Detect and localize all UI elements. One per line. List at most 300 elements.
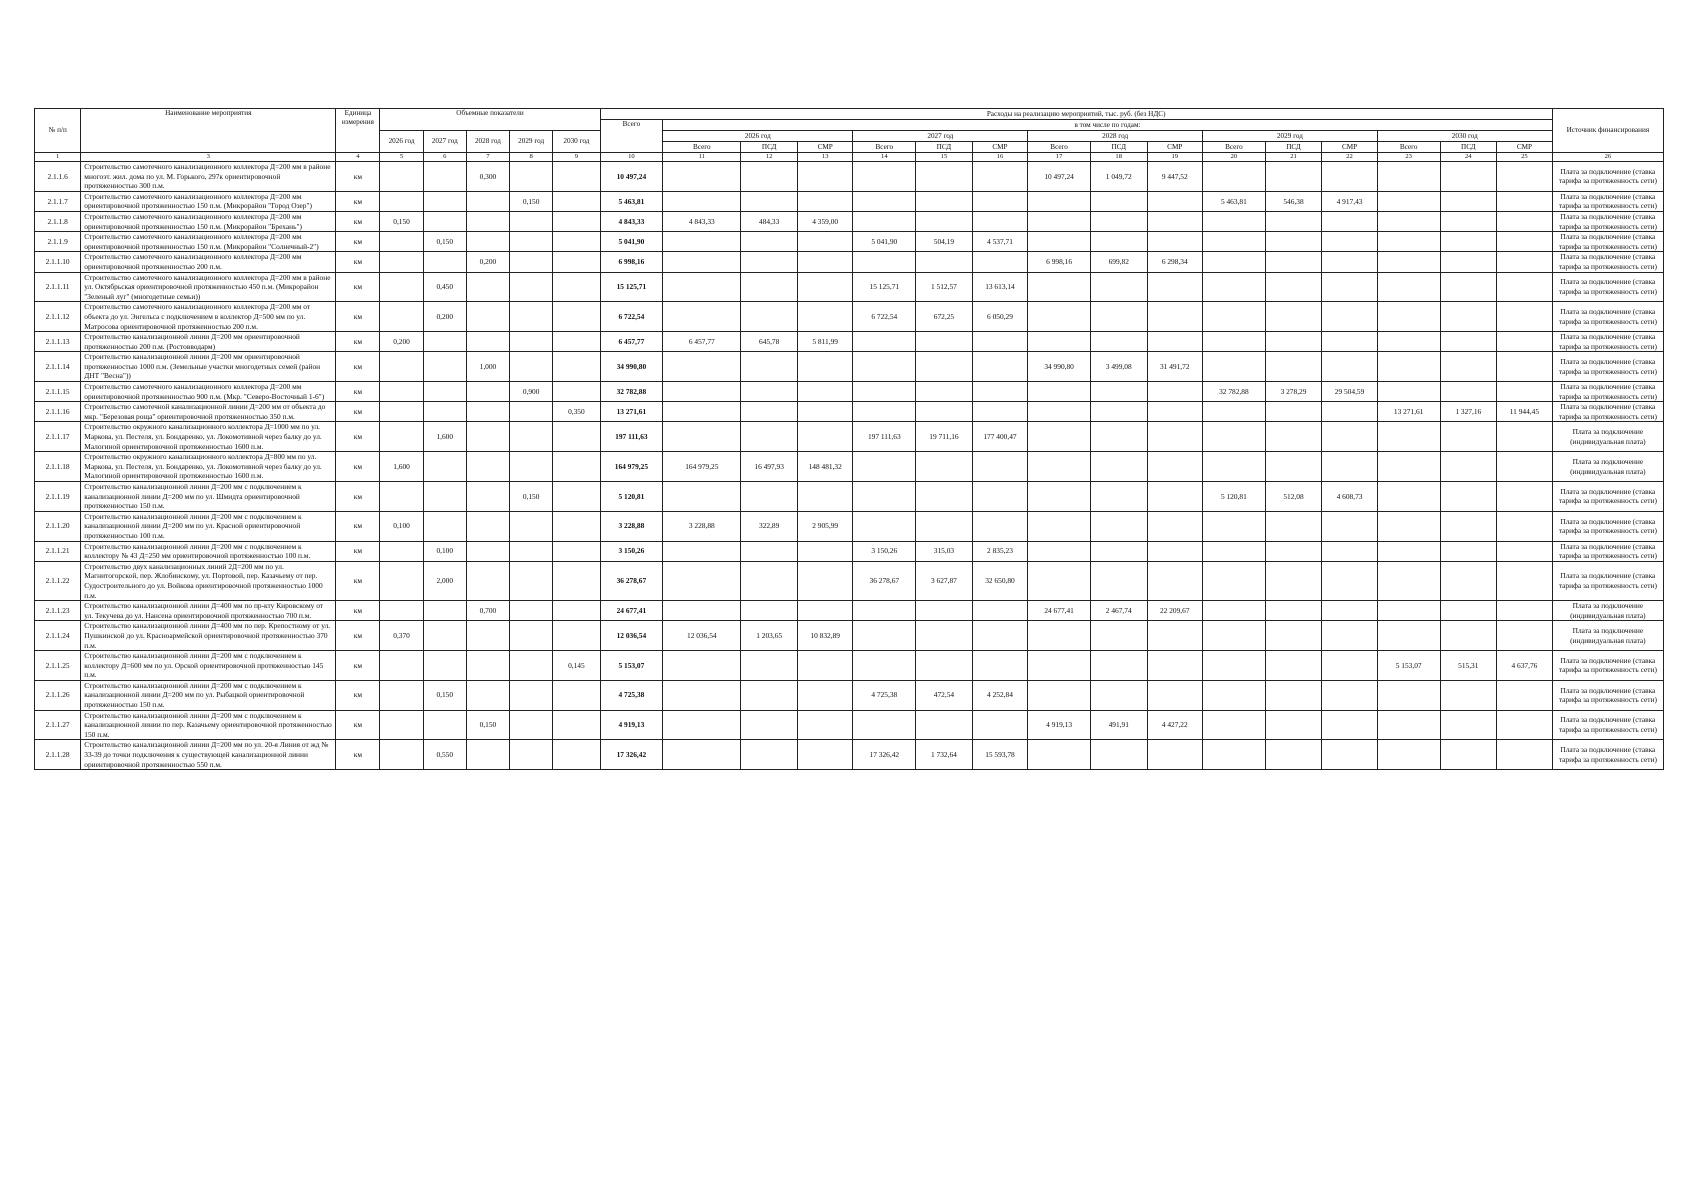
expense-cell [1440, 482, 1497, 512]
expense-cell [797, 482, 853, 512]
expense-cell: 4 359,00 [797, 211, 853, 231]
unit-cell: км [336, 740, 380, 770]
expense-cell [1147, 382, 1203, 402]
expense-cell: 5 153,07 [1377, 651, 1440, 681]
volume-header: Объемные показатели [380, 109, 600, 131]
expense-cell [663, 352, 741, 382]
expense-cell [741, 601, 798, 621]
expense-cell: 4 427,22 [1147, 710, 1203, 740]
expense-cell [741, 710, 798, 740]
volume-cell [510, 740, 553, 770]
expense-cell: 4 725,38 [853, 680, 916, 710]
expense-cell [741, 272, 798, 302]
volume-cell [466, 541, 509, 561]
volume-cell [423, 332, 466, 352]
expense-cell [1497, 422, 1553, 452]
expense-cell [1265, 621, 1322, 651]
volume-cell [510, 272, 553, 302]
unit-cell: км [336, 162, 380, 192]
column-number: 17 [1028, 153, 1091, 162]
expense-cell [1497, 680, 1553, 710]
expense-cell [1322, 452, 1378, 482]
expense-cell: 6 998,16 [1028, 252, 1091, 272]
expense-cell [916, 382, 973, 402]
expense-cell [1440, 621, 1497, 651]
row-number: 2.1.1.19 [35, 482, 81, 512]
funding-source: Плата за подключение (ставка тарифа за протяженность сети) [1552, 332, 1663, 352]
volume-cell [553, 710, 600, 740]
expense-cell [1203, 232, 1266, 252]
volume-cell [380, 352, 423, 382]
expense-cell [1028, 272, 1091, 302]
expense-cell: 164 979,25 [663, 452, 741, 482]
expense-cell: 31 491,72 [1147, 352, 1203, 382]
volume-cell: 0,150 [423, 232, 466, 252]
expense-cell [916, 162, 973, 192]
expense-cell [1377, 740, 1440, 770]
expense-cell [972, 211, 1028, 231]
expense-cell [1322, 352, 1378, 382]
expense-cell: 484,33 [741, 211, 798, 231]
expense-cell [1090, 651, 1147, 681]
volume-cell [380, 302, 423, 332]
volume-cell [553, 422, 600, 452]
funding-source: Плата за подключение (индивидуальная плата) [1552, 621, 1663, 651]
expense-cell [1377, 382, 1440, 402]
expense-cell: 4 843,33 [663, 211, 741, 231]
volume-cell [553, 232, 600, 252]
expense-sub-header: СМР [1497, 142, 1553, 153]
column-number: 19 [1147, 153, 1203, 162]
expense-cell [1203, 561, 1266, 600]
expense-cell [1147, 422, 1203, 452]
row-number: 2.1.1.6 [35, 162, 81, 192]
expense-cell [1440, 352, 1497, 382]
expense-cell [1497, 452, 1553, 482]
expense-cell [797, 382, 853, 402]
column-number: 18 [1090, 153, 1147, 162]
expense-sub-header: ПСД [1265, 142, 1322, 153]
column-number: 1 [35, 153, 81, 162]
volume-cell [380, 601, 423, 621]
expense-cell [1377, 541, 1440, 561]
volume-cell [380, 541, 423, 561]
expense-cell [1265, 422, 1322, 452]
expense-cell [972, 402, 1028, 422]
expense-cell [1440, 191, 1497, 211]
funding-source: Плата за подключение (ставка тарифа за протяженность сети) [1552, 272, 1663, 302]
total-cell: 5 120,81 [600, 482, 663, 512]
unit-cell: км [336, 211, 380, 231]
volume-cell [380, 561, 423, 600]
funding-source: Плата за подключение (ставка тарифа за протяженность сети) [1552, 651, 1663, 681]
volume-cell: 2,000 [423, 561, 466, 600]
unit-cell: км [336, 382, 380, 402]
total-cell: 10 497,24 [600, 162, 663, 192]
incl-years-header: в том числе по годам: [663, 120, 1553, 131]
row-number: 2.1.1.18 [35, 452, 81, 482]
expense-cell [663, 382, 741, 402]
expense-cell [663, 710, 741, 740]
expense-cell [1377, 601, 1440, 621]
measure-name: Строительство канализационной линии Д=200 мм ориентировочной протяженностью 1000 п.м. (Земельные участки многодетных семей (район ДНТ "Весна")) [81, 352, 336, 382]
expense-cell [1028, 541, 1091, 561]
expense-cell [1440, 680, 1497, 710]
volume-cell [466, 561, 509, 600]
expense-cell [741, 740, 798, 770]
expense-cell [1090, 740, 1147, 770]
expense-cell [663, 302, 741, 332]
col-name-header: Наименование мероприятия [81, 109, 336, 153]
expense-cell [1028, 211, 1091, 231]
volume-cell: 0,150 [466, 710, 509, 740]
volume-cell [510, 252, 553, 272]
volume-cell: 0,700 [466, 601, 509, 621]
expense-cell [916, 191, 973, 211]
volume-cell [423, 482, 466, 512]
expense-cell [1265, 232, 1322, 252]
expense-cell [741, 382, 798, 402]
volume-cell: 0,350 [553, 402, 600, 422]
expense-cell [1265, 541, 1322, 561]
volume-cell [466, 211, 509, 231]
volume-cell [423, 621, 466, 651]
expense-cell: 19 711,16 [916, 422, 973, 452]
expense-cell [797, 302, 853, 332]
expense-cell: 645,78 [741, 332, 798, 352]
table-row [35, 740, 1664, 770]
expense-cell: 4 637,76 [1497, 651, 1553, 681]
volume-cell [553, 352, 600, 382]
expense-cell: 315,03 [916, 541, 973, 561]
expense-cell: 1 732,64 [916, 740, 973, 770]
volume-cell: 0,150 [423, 680, 466, 710]
expense-cell [1377, 162, 1440, 192]
row-number: 2.1.1.9 [35, 232, 81, 252]
expense-year-header: 2027 год [853, 131, 1028, 142]
expense-cell: 6 457,77 [663, 332, 741, 352]
expense-cell [1090, 272, 1147, 302]
volume-cell [466, 302, 509, 332]
expense-cell [853, 710, 916, 740]
funding-source: Плата за подключение (ставка тарифа за протяженность сети) [1552, 191, 1663, 211]
volume-cell [380, 252, 423, 272]
expense-cell [1147, 402, 1203, 422]
volume-cell: 0,100 [423, 541, 466, 561]
row-number: 2.1.1.14 [35, 352, 81, 382]
row-number: 2.1.1.16 [35, 402, 81, 422]
expense-cell [1497, 272, 1553, 302]
unit-cell: км [336, 452, 380, 482]
row-number: 2.1.1.28 [35, 740, 81, 770]
volume-cell: 1,000 [466, 352, 509, 382]
expense-cell [1377, 511, 1440, 541]
expense-cell [1322, 621, 1378, 651]
volume-cell [510, 211, 553, 231]
total-cell: 32 782,88 [600, 382, 663, 402]
expense-year-header: 2030 год [1377, 131, 1552, 142]
table-row [35, 272, 1664, 302]
row-number: 2.1.1.25 [35, 651, 81, 681]
expense-cell [1497, 382, 1553, 402]
expense-cell [1440, 211, 1497, 231]
expense-cell: 22 209,67 [1147, 601, 1203, 621]
expense-cell: 2 905,99 [797, 511, 853, 541]
expense-cell [1497, 211, 1553, 231]
expense-cell: 29 504,59 [1322, 382, 1378, 402]
volume-cell [380, 382, 423, 402]
volume-cell [510, 332, 553, 352]
expense-cell [1377, 252, 1440, 272]
measure-name: Строительство канализационной линии Д=200 мм с подключением к коллектору № 43 Д=250 мм ориентировочной протяженностью 100 п.м. [81, 541, 336, 561]
expense-cell [1203, 621, 1266, 651]
expense-cell [1440, 302, 1497, 332]
expense-cell [663, 422, 741, 452]
expense-cell [1147, 740, 1203, 770]
expense-cell: 1 049,72 [1090, 162, 1147, 192]
volume-year-header: 2029 год [510, 131, 553, 153]
total-cell: 5 463,81 [600, 191, 663, 211]
table-row [35, 680, 1664, 710]
total-header: Всего [600, 120, 663, 153]
expense-cell [1377, 422, 1440, 452]
expense-cell [1028, 651, 1091, 681]
expense-sub-header: ПСД [1440, 142, 1497, 153]
volume-cell [553, 561, 600, 600]
expense-cell [1440, 511, 1497, 541]
funding-source: Плата за подключение (ставка тарифа за протяженность сети) [1552, 352, 1663, 382]
unit-cell: км [336, 422, 380, 452]
row-number: 2.1.1.17 [35, 422, 81, 452]
row-number: 2.1.1.7 [35, 191, 81, 211]
table-row [35, 422, 1664, 452]
table-row [35, 482, 1664, 512]
expense-cell [916, 402, 973, 422]
expense-year-header: 2026 год [663, 131, 853, 142]
expense-cell [1028, 740, 1091, 770]
expense-cell: 9 447,52 [1147, 162, 1203, 192]
volume-cell [466, 422, 509, 452]
volume-cell [466, 740, 509, 770]
table-row [35, 191, 1664, 211]
expense-cell [1028, 422, 1091, 452]
expense-cell [916, 452, 973, 482]
expense-cell [972, 621, 1028, 651]
measure-name: Строительство самотечного канализационного коллектора Д=200 мм ориентировочной протяженностью 200 п.м. [81, 252, 336, 272]
measure-name: Строительство самотечной канализационной линии Д=200 мм от объекта до мкр. "Березовая роща" ориентировочной протяженностью 350 п.м. [81, 402, 336, 422]
table-row [35, 511, 1664, 541]
table-row [35, 621, 1664, 651]
expense-cell: 515,31 [1440, 651, 1497, 681]
row-number: 2.1.1.22 [35, 561, 81, 600]
expense-cell [1265, 680, 1322, 710]
expense-cell [972, 252, 1028, 272]
volume-cell [553, 541, 600, 561]
expense-cell [1440, 232, 1497, 252]
expense-cell [663, 272, 741, 302]
expense-cell: 4 252,84 [972, 680, 1028, 710]
expense-cell [1090, 482, 1147, 512]
volume-cell [553, 601, 600, 621]
expense-cell: 3 499,08 [1090, 352, 1147, 382]
expense-cell [1147, 302, 1203, 332]
expense-cell [916, 352, 973, 382]
total-cell: 24 677,41 [600, 601, 663, 621]
total-cell: 4 725,38 [600, 680, 663, 710]
expense-cell: 672,25 [916, 302, 973, 332]
column-number: 26 [1552, 153, 1663, 162]
volume-cell [380, 162, 423, 192]
volume-cell [466, 272, 509, 302]
expense-cell [1147, 211, 1203, 231]
volume-cell: 0,200 [380, 332, 423, 352]
column-number: 13 [797, 153, 853, 162]
volume-cell [510, 352, 553, 382]
column-number: 3 [81, 153, 336, 162]
expense-cell [972, 332, 1028, 352]
expense-cell: 512,08 [1265, 482, 1322, 512]
measure-name: Строительство канализационной линии Д=200 мм с подключением к канализационной линии Д=200 мм по ул. Шмидта ориентировочной протяженностью 150 п.м. [81, 482, 336, 512]
expense-cell [972, 162, 1028, 192]
expense-cell [1203, 541, 1266, 561]
expense-cell [853, 191, 916, 211]
expense-cell [663, 191, 741, 211]
expense-cell [1203, 680, 1266, 710]
expense-sub-header: Всего [1377, 142, 1440, 153]
volume-cell: 1,600 [423, 422, 466, 452]
expense-cell [741, 352, 798, 382]
funding-source: Плата за подключение (ставка тарифа за протяженность сети) [1552, 211, 1663, 231]
expense-cell: 17 326,42 [853, 740, 916, 770]
funding-source: Плата за подключение (ставка тарифа за протяженность сети) [1552, 561, 1663, 600]
expense-cell [1265, 302, 1322, 332]
expense-cell [1147, 561, 1203, 600]
volume-cell [380, 710, 423, 740]
expense-cell [663, 232, 741, 252]
row-number: 2.1.1.12 [35, 302, 81, 332]
expense-cell [1265, 162, 1322, 192]
expense-cell [663, 561, 741, 600]
column-number: 8 [510, 153, 553, 162]
expense-cell: 699,82 [1090, 252, 1147, 272]
row-number: 2.1.1.26 [35, 680, 81, 710]
expense-cell [797, 541, 853, 561]
expense-cell [1322, 402, 1378, 422]
expense-cell [1377, 710, 1440, 740]
expense-cell [1203, 211, 1266, 231]
unit-cell: км [336, 710, 380, 740]
expense-cell [972, 710, 1028, 740]
expense-cell [797, 191, 853, 211]
volume-cell [466, 651, 509, 681]
unit-cell: км [336, 232, 380, 252]
volume-cell [380, 651, 423, 681]
volume-cell: 0,450 [423, 272, 466, 302]
table-row [35, 710, 1664, 740]
volume-cell [423, 191, 466, 211]
expense-cell [1497, 162, 1553, 192]
volume-cell [553, 191, 600, 211]
volume-cell [510, 422, 553, 452]
expense-cell [916, 601, 973, 621]
col-unit-header: Единица измерения [336, 109, 380, 153]
volume-cell [553, 382, 600, 402]
col-num-header: № п/п [35, 109, 81, 153]
expense-cell [1203, 162, 1266, 192]
expense-cell [1090, 302, 1147, 332]
expense-cell [1440, 252, 1497, 272]
total-cell: 4 843,33 [600, 211, 663, 231]
expense-cell [1440, 422, 1497, 452]
expense-cell [1203, 272, 1266, 302]
row-number: 2.1.1.11 [35, 272, 81, 302]
expense-cell [1322, 561, 1378, 600]
expense-cell [1147, 680, 1203, 710]
volume-cell: 0,300 [466, 162, 509, 192]
expense-cell: 12 036,54 [663, 621, 741, 651]
expense-sub-header: СМР [797, 142, 853, 153]
total-cell: 164 979,25 [600, 452, 663, 482]
row-number: 2.1.1.24 [35, 621, 81, 651]
volume-cell [510, 680, 553, 710]
expense-cell [853, 511, 916, 541]
column-number: 12 [741, 153, 798, 162]
expense-cell: 15 593,78 [972, 740, 1028, 770]
row-number: 2.1.1.21 [35, 541, 81, 561]
expense-cell: 3 228,88 [663, 511, 741, 541]
unit-cell: км [336, 252, 380, 272]
volume-cell [510, 651, 553, 681]
unit-cell: км [336, 601, 380, 621]
unit-cell: км [336, 332, 380, 352]
expense-cell [1377, 332, 1440, 352]
expense-cell [663, 651, 741, 681]
expense-cell [1322, 302, 1378, 332]
expense-cell [1203, 452, 1266, 482]
volume-cell [553, 162, 600, 192]
expense-sub-header: СМР [1322, 142, 1378, 153]
funding-source: Плата за подключение (ставка тарифа за протяженность сети) [1552, 541, 1663, 561]
unit-cell: км [336, 272, 380, 302]
expense-cell [741, 302, 798, 332]
expense-cell [1147, 191, 1203, 211]
total-cell: 6 457,77 [600, 332, 663, 352]
volume-cell [466, 382, 509, 402]
expense-cell [1497, 541, 1553, 561]
expense-cell: 3 278,29 [1265, 382, 1322, 402]
measure-name: Строительство канализационной линии Д=200 мм ориентировочной протяженностью 200 п.м. (Ростовводарм) [81, 332, 336, 352]
expense-cell [1028, 680, 1091, 710]
volume-cell [553, 452, 600, 482]
volume-cell: 0,150 [510, 482, 553, 512]
expense-cell [916, 621, 973, 651]
measure-name: Строительство канализационной линии Д=200 мм с подключением к коллектору Д=600 мм по ул. Орской ориентировочной протяженностью 145 п.м. [81, 651, 336, 681]
volume-cell [466, 191, 509, 211]
funding-source: Плата за подключение (ставка тарифа за протяженность сети) [1552, 740, 1663, 770]
expense-cell [741, 482, 798, 512]
expense-cell [1147, 511, 1203, 541]
row-number: 2.1.1.20 [35, 511, 81, 541]
expense-cell [741, 541, 798, 561]
expense-cell [1377, 352, 1440, 382]
expense-cell [741, 252, 798, 272]
funding-source: Плата за подключение (индивидуальная плата) [1552, 422, 1663, 452]
expense-cell: 504,19 [916, 232, 973, 252]
expense-cell [663, 601, 741, 621]
volume-cell [466, 232, 509, 252]
expense-cell [1090, 402, 1147, 422]
volume-cell [380, 272, 423, 302]
